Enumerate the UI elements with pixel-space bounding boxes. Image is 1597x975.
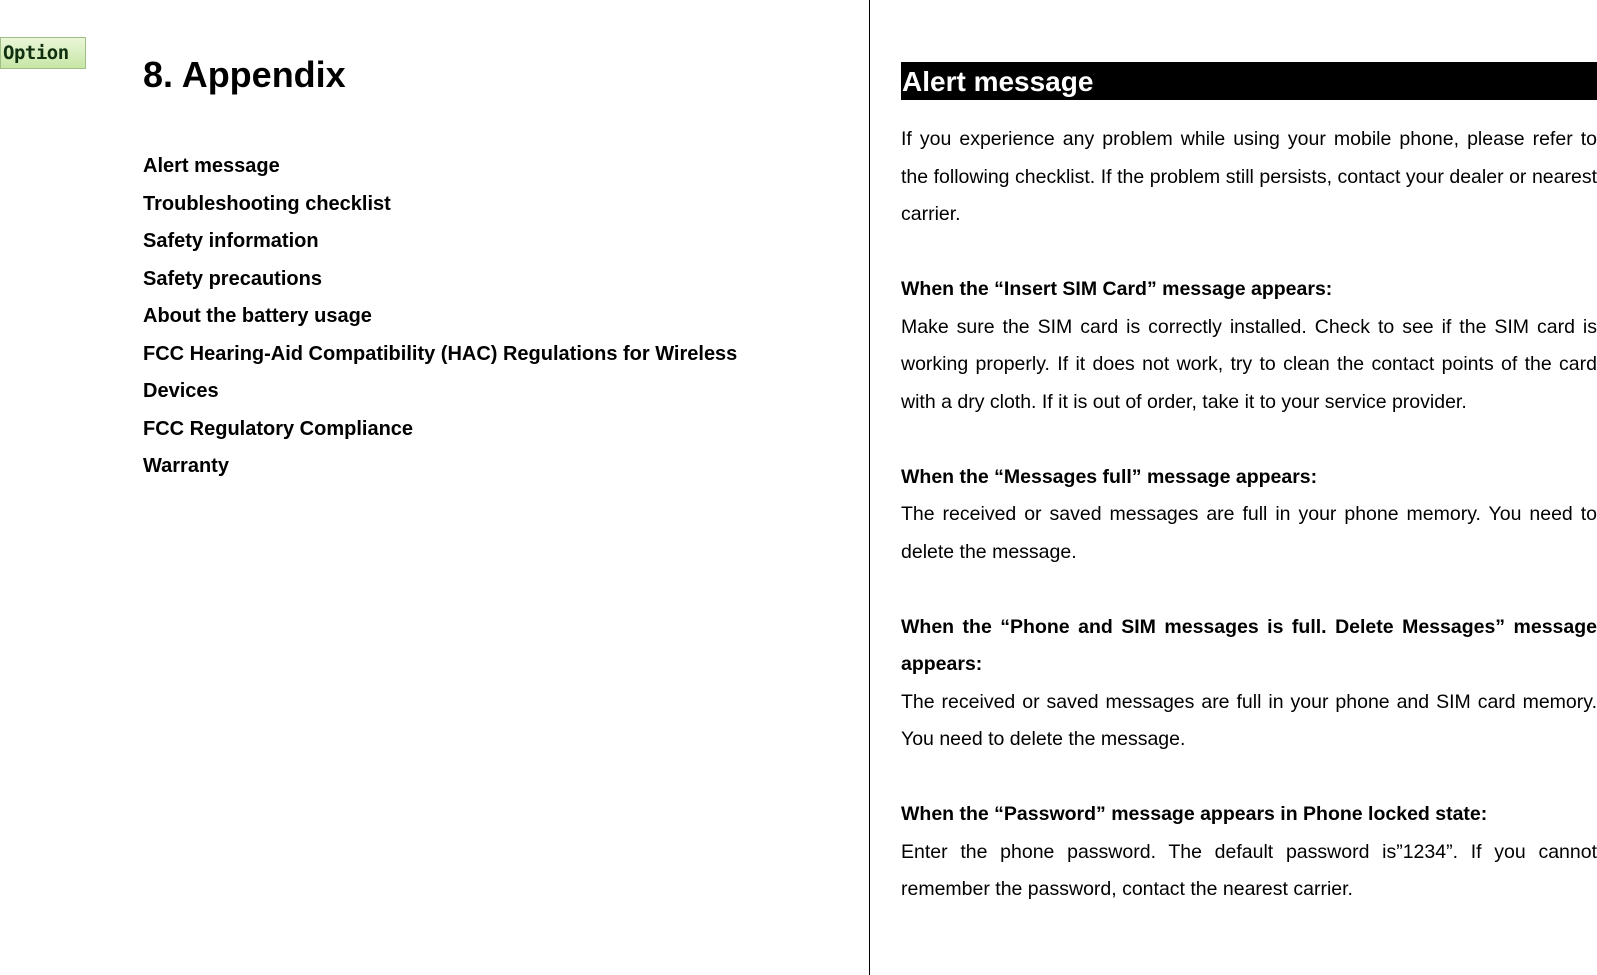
section-header: Alert message [901,62,1597,100]
alert-heading: When the “Insert SIM Card” message appears: [901,278,1333,300]
toc-item-fcc-regulatory-compliance: FCC Regulatory Compliance [143,417,414,440]
alert-body: Enter the phone password. The default password is”1234”. If you cannot remember the password, contact the nearest carrier. [901,840,1597,900]
appendix-contents-list [143,148,783,486]
spacer [901,421,1597,459]
alert-entry-insert-sim [901,271,1597,421]
toc-item-troubleshooting-checklist: Troubleshooting checklist [143,192,391,215]
alert-heading: When the “Phone and SIM messages is full. Delete Messages” message appears: [901,615,1597,675]
alert-entry-phone-sim-full [901,609,1597,759]
intro-paragraph: If you experience any problem while using your mobile phone, please refer to the following checklist. If the problem still persists, contact your dealer or nearest carrier. [901,128,1597,225]
alert-body: The received or saved messages are full in your phone memory. You need to delete the message. [901,503,1597,563]
option-badge-label: Option [3,42,69,64]
toc-item-battery-usage: About the battery usage [143,305,372,327]
spacer [901,234,1597,272]
alert-heading: When the “Messages full” message appears: [901,465,1318,488]
alert-entry-password [901,796,1597,909]
page-divider [869,0,870,975]
spacer [901,571,1597,609]
spacer [901,759,1597,797]
toc-item-fcc-hac-regulations: FCC Hearing-Aid Compatibility (HAC) Regulations for Wireless Devices [143,342,738,402]
alert-entry-messages-full [901,459,1597,572]
page-title: 8. Appendix [143,54,346,95]
right-page [901,62,1597,909]
alert-body: Make sure the SIM card is correctly installed. Check to see if the SIM card is working properly. If it does not work, try to clean the contact points of the card with a dry cloth. If it is out of order, take it to your service provider. [901,315,1597,413]
alert-body: The received or saved messages are full in your phone and SIM card memory. You need to delete the message. [901,690,1597,750]
toc-item-warranty: Warranty [143,455,229,477]
toc-item-safety-precautions: Safety precautions [143,267,322,290]
toc-item-alert-message: Alert message [143,155,280,177]
alert-heading: When the “Password” message appears in Phone locked state: [901,803,1488,825]
toc-item-safety-information: Safety information [143,230,319,252]
